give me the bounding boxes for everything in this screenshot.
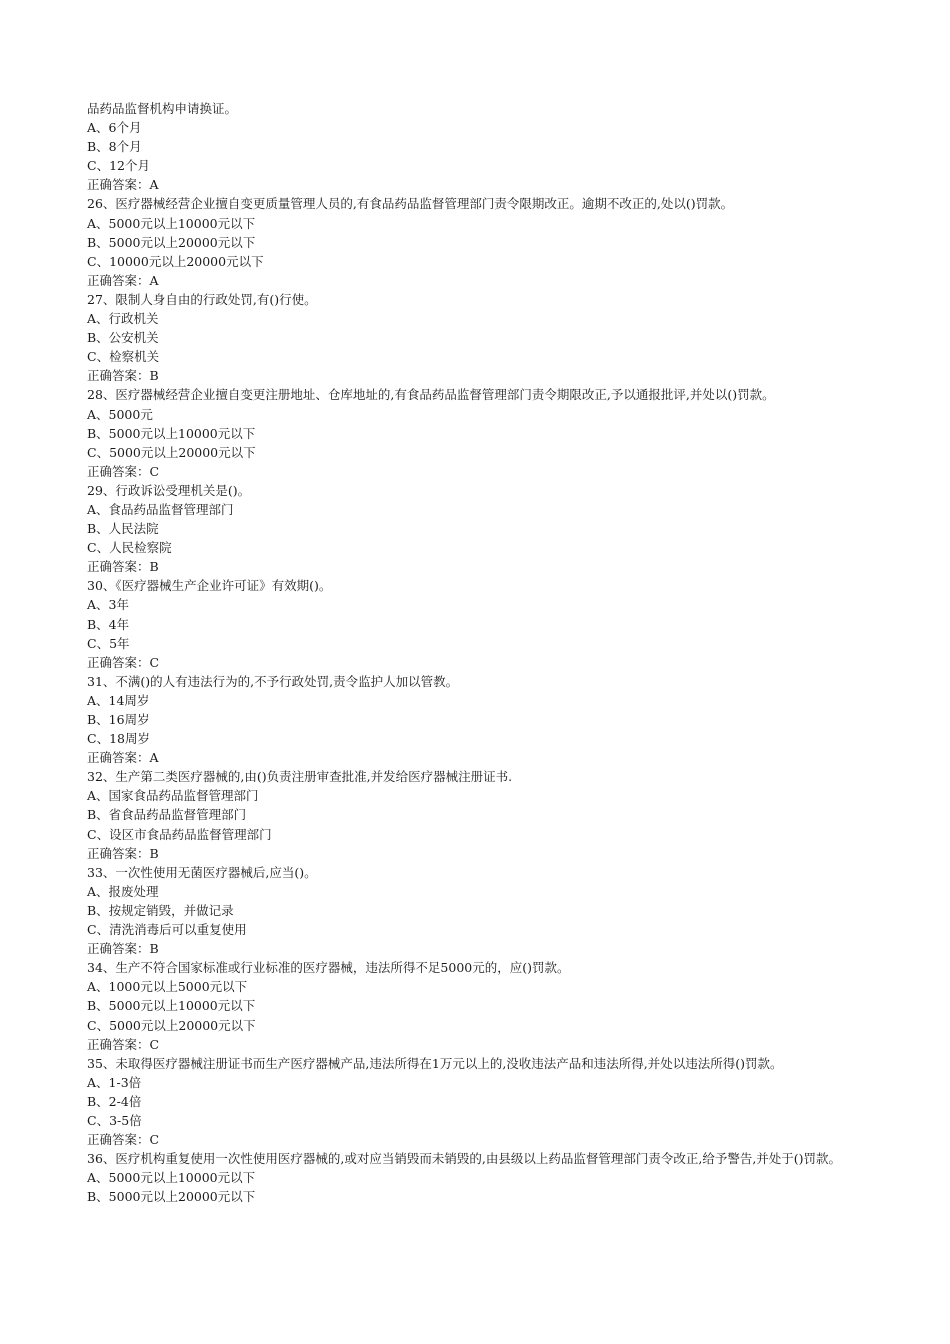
answer-option: B、5000元以上20000元以下 xyxy=(87,1189,256,1205)
question-text: 28、医疗器械经营企业擅自变更注册地址、仓库地址的,有食品药品监督管理部门责令期限改正,予以通报批评,并处以()罚款。 xyxy=(87,387,775,403)
question-list xyxy=(87,99,877,1206)
correct-answer: 正确答案：C xyxy=(87,1036,160,1052)
answer-option: C、18周岁 xyxy=(87,731,150,747)
correct-answer: 正确答案：A xyxy=(87,177,159,193)
answer-option: A、国家食品药品监督管理部门 xyxy=(87,788,259,804)
answer-option: B、5000元以上10000元以下 xyxy=(87,425,256,441)
answer-option: A、5000元以上10000元以下 xyxy=(87,215,256,231)
answer-option: B、2-4倍 xyxy=(87,1093,142,1109)
answer-option: C、人民检察院 xyxy=(87,540,172,556)
answer-option: A、食品药品监督管理部门 xyxy=(87,501,234,517)
answer-option: C、5000元以上20000元以下 xyxy=(87,1017,256,1033)
answer-option: C、设区市食品药品监督管理部门 xyxy=(87,826,272,842)
answer-option: B、4年 xyxy=(87,616,130,632)
answer-option: A、14周岁 xyxy=(87,692,150,708)
text-line: 品药品监督机构申请换证。 xyxy=(87,101,238,116)
correct-answer: 正确答案：C xyxy=(87,654,160,670)
correct-answer: 正确答案：A xyxy=(87,272,159,288)
answer-option: A、1000元以上5000元以下 xyxy=(87,979,248,995)
correct-answer: 正确答案：B xyxy=(87,368,159,384)
answer-option: B、公安机关 xyxy=(87,330,159,346)
answer-option: C、12个月 xyxy=(87,158,150,174)
answer-option: B、人民法院 xyxy=(87,521,159,537)
answer-option: B、按规定销毁，并做记录 xyxy=(87,902,234,918)
correct-answer: 正确答案：A xyxy=(87,750,159,766)
answer-option: A、5000元 xyxy=(87,406,153,422)
answer-option: C、5000元以上20000元以下 xyxy=(87,444,256,460)
correct-answer: 正确答案：B xyxy=(87,941,159,957)
answer-option: A、1-3倍 xyxy=(87,1074,142,1090)
answer-option: B、5000元以上20000元以下 xyxy=(87,234,256,250)
question-text: 29、行政诉讼受理机关是()。 xyxy=(87,482,251,498)
answer-option: C、5年 xyxy=(87,635,130,651)
question-text: 35、未取得医疗器械注册证书而生产医疗器械产品,违法所得在1万元以上的,没收违法产品和违法所得,并处以违法所得()罚款。 xyxy=(87,1055,783,1071)
question-text: 36、医疗机构重复使用一次性使用医疗器械的,或对应当销毁而未销毁的,由县级以上药品监督管理部门责令改正,给予警告,并处于()罚款。 xyxy=(87,1151,842,1167)
answer-option: A、行政机关 xyxy=(87,311,159,327)
correct-answer: 正确答案：B xyxy=(87,845,159,861)
answer-option: B、5000元以上10000元以下 xyxy=(87,998,256,1014)
answer-option: C、清洗消毒后可以重复使用 xyxy=(87,922,247,938)
question-text: 32、生产第二类医疗器械的,由()负责注册审查批准,并发给医疗器械注册证书. xyxy=(87,769,513,785)
question-text: 33、一次性使用无菌医疗器械后,应当()。 xyxy=(87,864,317,880)
answer-option: B、省食品药品监督管理部门 xyxy=(87,807,247,823)
question-text: 26、医疗器械经营企业擅自变更质量管理人员的,有食品药品监督管理部门责令限期改正。逾期不改正的,处以()罚款。 xyxy=(87,196,734,212)
correct-answer: 正确答案：B xyxy=(87,559,159,575)
question-text: 31、不满()的人有违法行为的,不予行政处罚,责令监护人加以管教。 xyxy=(87,673,459,689)
answer-option: A、6个月 xyxy=(87,120,142,136)
answer-option: A、5000元以上10000元以下 xyxy=(87,1170,256,1186)
answer-option: B、16周岁 xyxy=(87,712,150,727)
answer-option: C、检察机关 xyxy=(87,349,160,365)
correct-answer: 正确答案：C xyxy=(87,1132,160,1148)
answer-option: A、3年 xyxy=(87,597,129,613)
answer-option: A、报废处理 xyxy=(87,883,159,899)
question-text: 27、限制人身自由的行政处罚,有()行使。 xyxy=(87,291,317,307)
answer-option: C、3-5倍 xyxy=(87,1112,142,1128)
answer-option: B、8个月 xyxy=(87,139,142,155)
correct-answer: 正确答案：C xyxy=(87,463,160,479)
question-text: 34、生产不符合国家标准或行业标准的医疗器械，违法所得不足5000元的，应()罚款。 xyxy=(87,960,570,976)
answer-option: C、10000元以上20000元以下 xyxy=(87,253,264,269)
question-text: 30、《医疗器械生产企业许可证》有效期()。 xyxy=(87,578,332,594)
